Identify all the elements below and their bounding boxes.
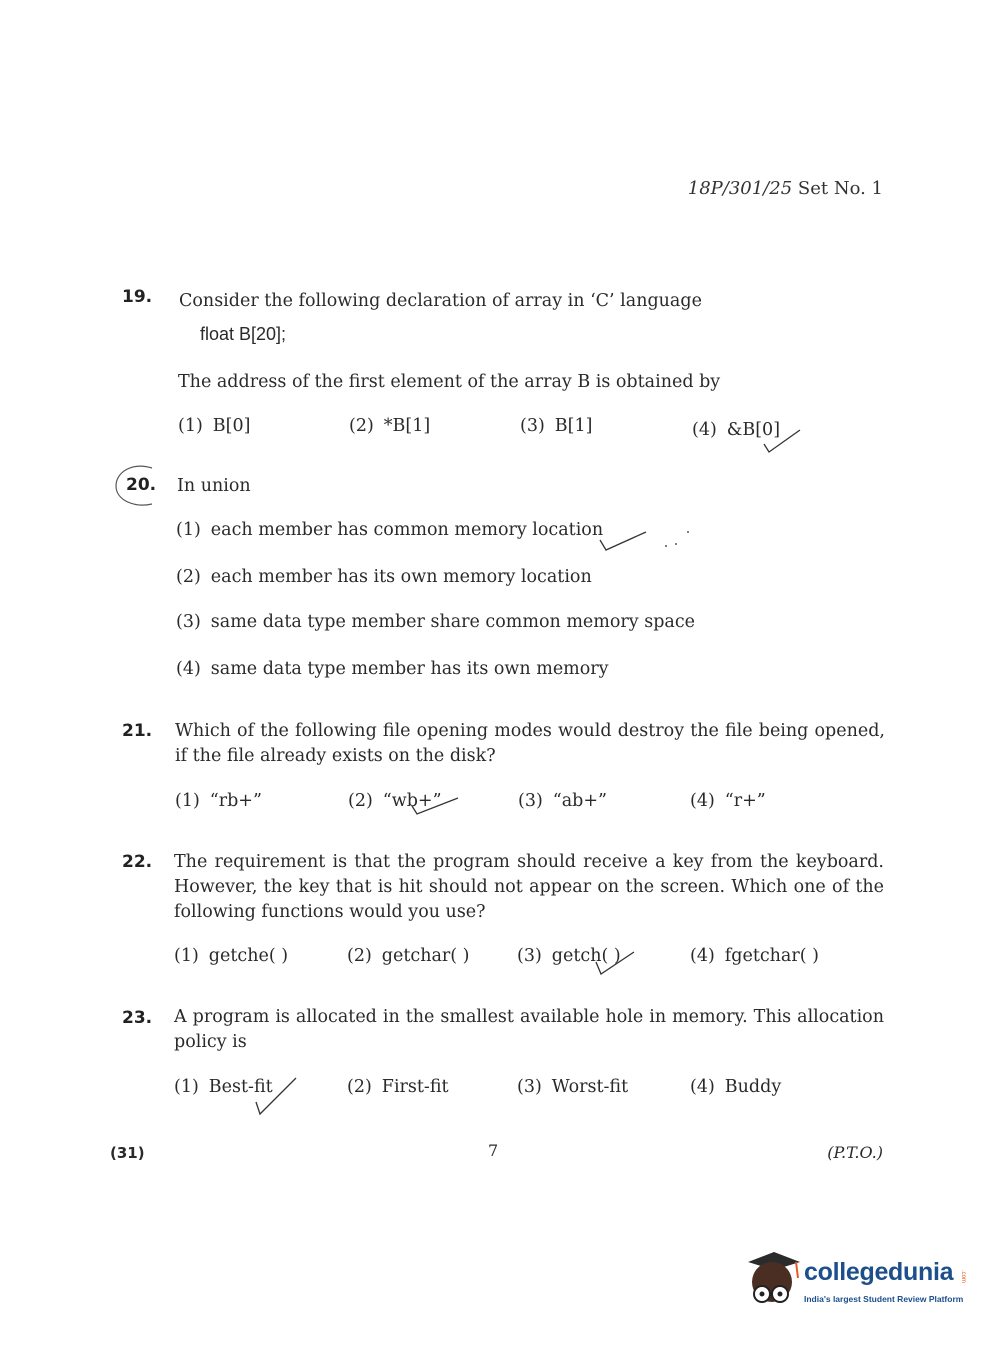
- option-2: [347, 1077, 449, 1097]
- option-1: [175, 791, 262, 811]
- option-label: &B[0]: [726, 420, 781, 440]
- answer-tick-mark: [408, 794, 464, 820]
- option-4: [690, 1077, 781, 1097]
- paper-code: [688, 178, 883, 199]
- option-number: (1): [174, 1077, 199, 1097]
- option-number: (2): [347, 946, 372, 966]
- question-number: 21.: [122, 721, 153, 741]
- set-number: Set No. 1: [797, 178, 883, 199]
- option-number: (4): [692, 420, 717, 440]
- option-1: [178, 416, 250, 436]
- option-2: [349, 416, 430, 436]
- code-line: float B[20];: [200, 324, 287, 344]
- option-label: Best-fit: [208, 1077, 273, 1097]
- option-number: (3): [517, 1077, 542, 1097]
- option-number: (2): [348, 791, 373, 811]
- option-label: B[1]: [554, 416, 593, 436]
- option-3: [517, 1077, 628, 1097]
- option-label: same data type member has its own memory: [210, 659, 609, 679]
- collegedunia-logo: [742, 1248, 972, 1318]
- option-number: (1): [174, 946, 199, 966]
- footer-code: (31): [110, 1144, 145, 1162]
- option-number: (3): [520, 416, 545, 436]
- pto-label: (P.T.O.): [827, 1143, 883, 1162]
- option-number: (4): [690, 791, 715, 811]
- mascot-icon: [742, 1248, 802, 1316]
- option-label: getche( ): [208, 946, 289, 966]
- question-text: A program is allocated in the smallest available hole in memory. This allocation policy is: [174, 1007, 884, 1052]
- option-label: same data type member share common memory space: [210, 612, 695, 632]
- option-number: (2): [176, 567, 201, 587]
- option-number: (1): [175, 791, 200, 811]
- option-label: getch( ): [551, 946, 621, 966]
- question-text: In union: [177, 476, 251, 496]
- option-number: (1): [178, 416, 203, 436]
- option-4: [690, 791, 766, 811]
- question-number: 19.: [122, 287, 153, 307]
- option-label: “ab+”: [552, 791, 607, 811]
- option-number: (3): [518, 791, 543, 811]
- question-text: Which of the following file opening modes would destroy the file being opened, if the file already exists on the disk?: [175, 721, 885, 766]
- option-number: (3): [517, 946, 542, 966]
- option-2: [347, 946, 469, 966]
- option-label: each member has common memory location: [210, 520, 604, 540]
- option-1: [176, 520, 603, 540]
- logo-name: collegedunia: [804, 1258, 954, 1286]
- option-number: (2): [349, 416, 374, 436]
- option-label: *B[1]: [383, 416, 431, 436]
- question-number: 23.: [122, 1008, 153, 1028]
- option-label: First-fit: [381, 1077, 449, 1097]
- option-label: “wb+”: [382, 791, 442, 811]
- logo-suffix: .com: [960, 1270, 966, 1284]
- paper-code-number: 18P/301/25: [687, 178, 793, 199]
- option-number: (1): [176, 520, 201, 540]
- option-3: [520, 416, 592, 436]
- option-number: (2): [347, 1077, 372, 1097]
- answer-tick-mark: [248, 1074, 302, 1120]
- option-number: (3): [176, 612, 201, 632]
- option-1: [174, 946, 288, 966]
- question-text: The requirement is that the program should receive a key from the keyboard. However, the key that is hit should not appear on the screen. Which one of the following functions would you use?: [174, 852, 884, 922]
- logo-tagline: India's largest Student Review Platform: [804, 1294, 964, 1304]
- question-number: 20.: [126, 475, 157, 495]
- question-text-2: The address of the first element of the array B is obtained by: [178, 372, 721, 392]
- option-label: getchar( ): [381, 946, 470, 966]
- page-number: 7: [488, 1141, 499, 1160]
- option-label: fgetchar( ): [724, 946, 819, 966]
- option-label: “rb+”: [209, 791, 262, 811]
- option-label: each member has its own memory location: [210, 567, 592, 587]
- option-number: (4): [690, 946, 715, 966]
- option-3: [518, 791, 607, 811]
- option-3: [176, 612, 695, 632]
- option-2: [176, 567, 592, 587]
- option-number: (4): [690, 1077, 715, 1097]
- option-label: B[0]: [212, 416, 251, 436]
- answer-tick-mark: [760, 424, 810, 456]
- option-label: Worst-fit: [551, 1077, 629, 1097]
- option-label: “r+”: [724, 791, 766, 811]
- question-text: Consider the following declaration of array in ‘C’ language: [179, 291, 702, 311]
- option-4: [176, 659, 609, 679]
- option-label: Buddy: [724, 1077, 782, 1097]
- question-number: 22.: [122, 852, 153, 872]
- option-number: (4): [176, 659, 201, 679]
- option-4: [690, 946, 819, 966]
- answer-tick-mark: [596, 524, 706, 558]
- answer-tick-mark: [592, 946, 640, 980]
